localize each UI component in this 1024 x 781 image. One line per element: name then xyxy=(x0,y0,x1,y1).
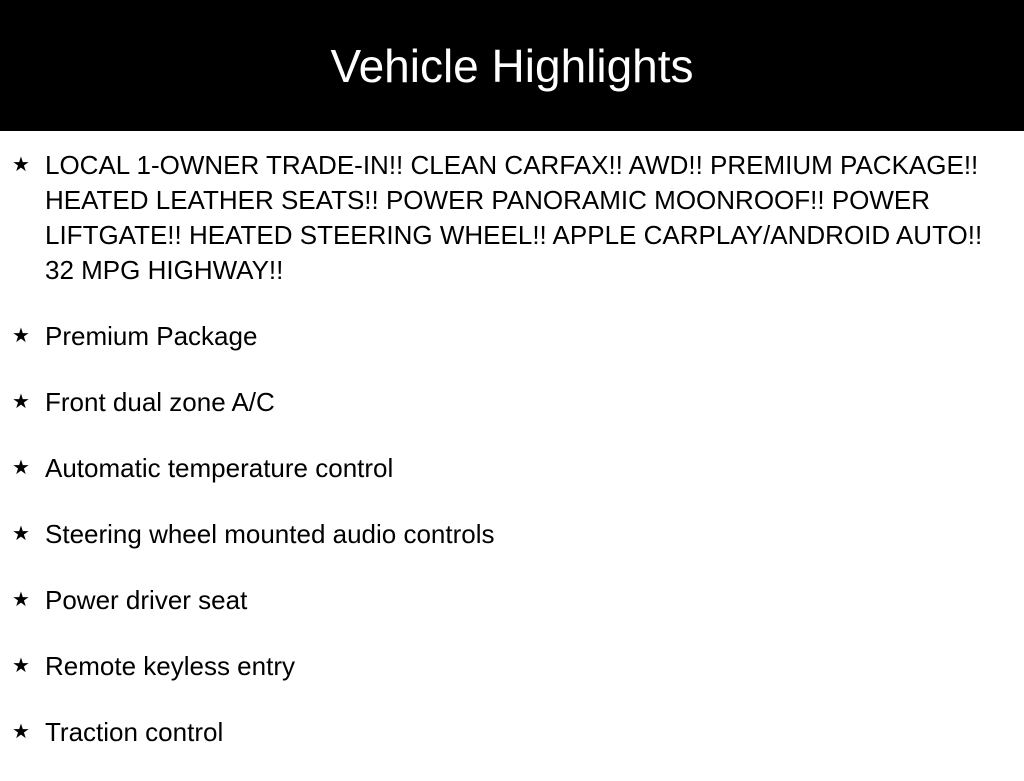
list-item xyxy=(0,517,1024,552)
highlight-text: Traction control xyxy=(45,717,224,747)
list-item xyxy=(0,451,1024,486)
star-icon: ★ xyxy=(12,521,30,545)
header-bar xyxy=(0,0,1024,131)
star-icon: ★ xyxy=(12,653,30,677)
list-item xyxy=(0,148,1024,288)
list-item xyxy=(0,319,1024,354)
highlight-text: Front dual zone A/C xyxy=(45,387,275,417)
highlights-list xyxy=(0,148,1024,781)
star-icon: ★ xyxy=(12,323,30,347)
star-icon: ★ xyxy=(12,587,30,611)
highlight-text: Power driver seat xyxy=(45,585,248,615)
page-title: Vehicle Highlights xyxy=(330,39,694,92)
list-item xyxy=(0,715,1024,750)
list-item xyxy=(0,583,1024,618)
highlight-text: Premium Package xyxy=(45,321,258,351)
highlight-text: Automatic temperature control xyxy=(45,453,394,483)
star-icon: ★ xyxy=(12,719,30,743)
highlight-text: Remote keyless entry xyxy=(45,651,295,681)
star-icon: ★ xyxy=(12,455,30,479)
highlight-text: Steering wheel mounted audio controls xyxy=(45,519,495,549)
list-item xyxy=(0,385,1024,420)
highlight-text: LOCAL 1-OWNER TRADE-IN!! CLEAN CARFAX!! AWD!! PREMIUM PACKAGE!! HEATED LEATHER SEATS!! POWER PANORAMIC MOONROOF!! POWER LIFTGATE!! HEATED STEERING WHEEL!! APPLE CARPLAY/ANDROID AUTO!! 32 MPG HIGHWAY!! xyxy=(45,150,983,285)
star-icon: ★ xyxy=(12,389,30,413)
star-icon: ★ xyxy=(12,152,30,176)
list-item xyxy=(0,649,1024,684)
